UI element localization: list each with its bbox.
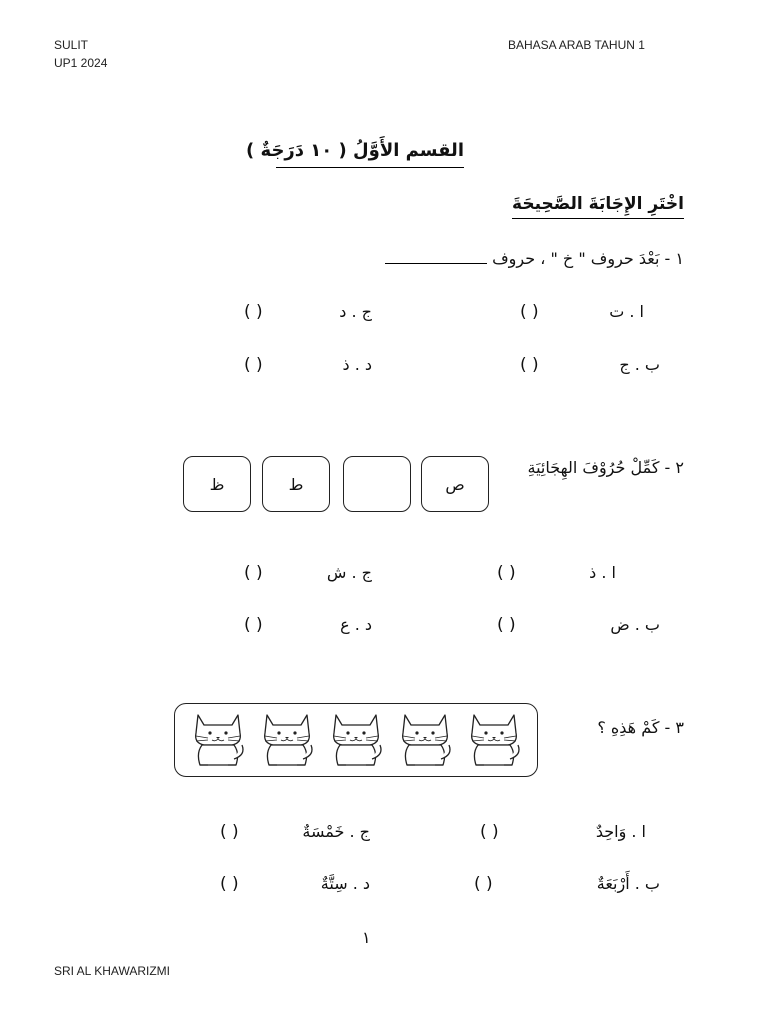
q2-answer-box-d[interactable]: ( ) — [244, 615, 263, 635]
q1-option-c: ج . د — [339, 302, 372, 321]
letter-box-4: ظ — [183, 456, 251, 512]
cat-icon — [395, 709, 455, 771]
q3-option-b: ب . أَرْبَعَةٌ — [596, 874, 660, 893]
q1-option-d: د . ذ — [342, 355, 372, 374]
q3-option-d: د . سِتَّةٌ — [320, 874, 370, 893]
q2-option-a: ا . ذ — [589, 563, 616, 582]
q1-option-b: ب . ج — [619, 355, 660, 374]
q1-answer-box-b[interactable]: ( ) — [520, 355, 539, 375]
question-1-prompt: ١ - بَعْدَ حروف " خ " ، حروف — [492, 249, 684, 268]
question-3-prompt: ٣ - كَمْ هَذِهِ ؟ — [597, 718, 684, 737]
question-1 — [385, 249, 684, 268]
q3-option-c: ج . خَمْسَةٌ — [302, 822, 370, 841]
q2-answer-box-a[interactable]: ( ) — [497, 563, 516, 583]
q1-answer-box-d[interactable]: ( ) — [244, 355, 263, 375]
footer-school: SRI AL KHAWARIZMI — [54, 964, 171, 978]
answer-blank — [385, 250, 487, 264]
q3-answer-box-c[interactable]: ( ) — [220, 822, 239, 842]
q3-answer-box-a[interactable]: ( ) — [480, 822, 499, 842]
q2-answer-box-c[interactable]: ( ) — [244, 563, 263, 583]
letter-box-3: ط — [262, 456, 330, 512]
q3-answer-box-d[interactable]: ( ) — [220, 874, 239, 894]
cat-icon — [464, 709, 524, 771]
section-title: القسم الأَوَّلُ ( ١٠ دَرَجَةٌ ) — [276, 140, 464, 168]
q1-option-a: ا . ت — [609, 302, 644, 321]
q2-option-d: د . ع — [340, 615, 372, 634]
cat-icon — [326, 709, 386, 771]
q1-answer-box-a[interactable]: ( ) — [520, 302, 539, 322]
header-exam-code: UP1 2024 — [54, 56, 108, 70]
q2-answer-box-b[interactable]: ( ) — [497, 615, 516, 635]
question-2-prompt: ٢ - كَمِّلْ حُرُوْفَ الهِجَائِيَةِ — [527, 458, 684, 477]
q3-answer-box-b[interactable]: ( ) — [474, 874, 493, 894]
instruction: اخْتَرِ الإِجَابَةَ الصَّحِيحَةَ — [512, 194, 684, 219]
cats-image-frame — [174, 703, 538, 777]
letter-box-1: ص — [421, 456, 489, 512]
header-subject: BAHASA ARAB TAHUN 1 — [508, 38, 645, 52]
q3-option-a: ا . وَاحِدٌ — [595, 822, 646, 841]
header-sulit: SULIT — [54, 38, 89, 52]
cat-icon — [188, 709, 248, 771]
page-number: ١ — [362, 928, 371, 947]
q2-option-c: ج . ش — [326, 563, 372, 582]
q2-option-b: ب . ض — [610, 615, 660, 634]
header-left — [54, 36, 107, 72]
cat-icon — [257, 709, 317, 771]
letter-box-2-blank[interactable] — [343, 456, 411, 512]
q1-answer-box-c[interactable]: ( ) — [244, 302, 263, 322]
